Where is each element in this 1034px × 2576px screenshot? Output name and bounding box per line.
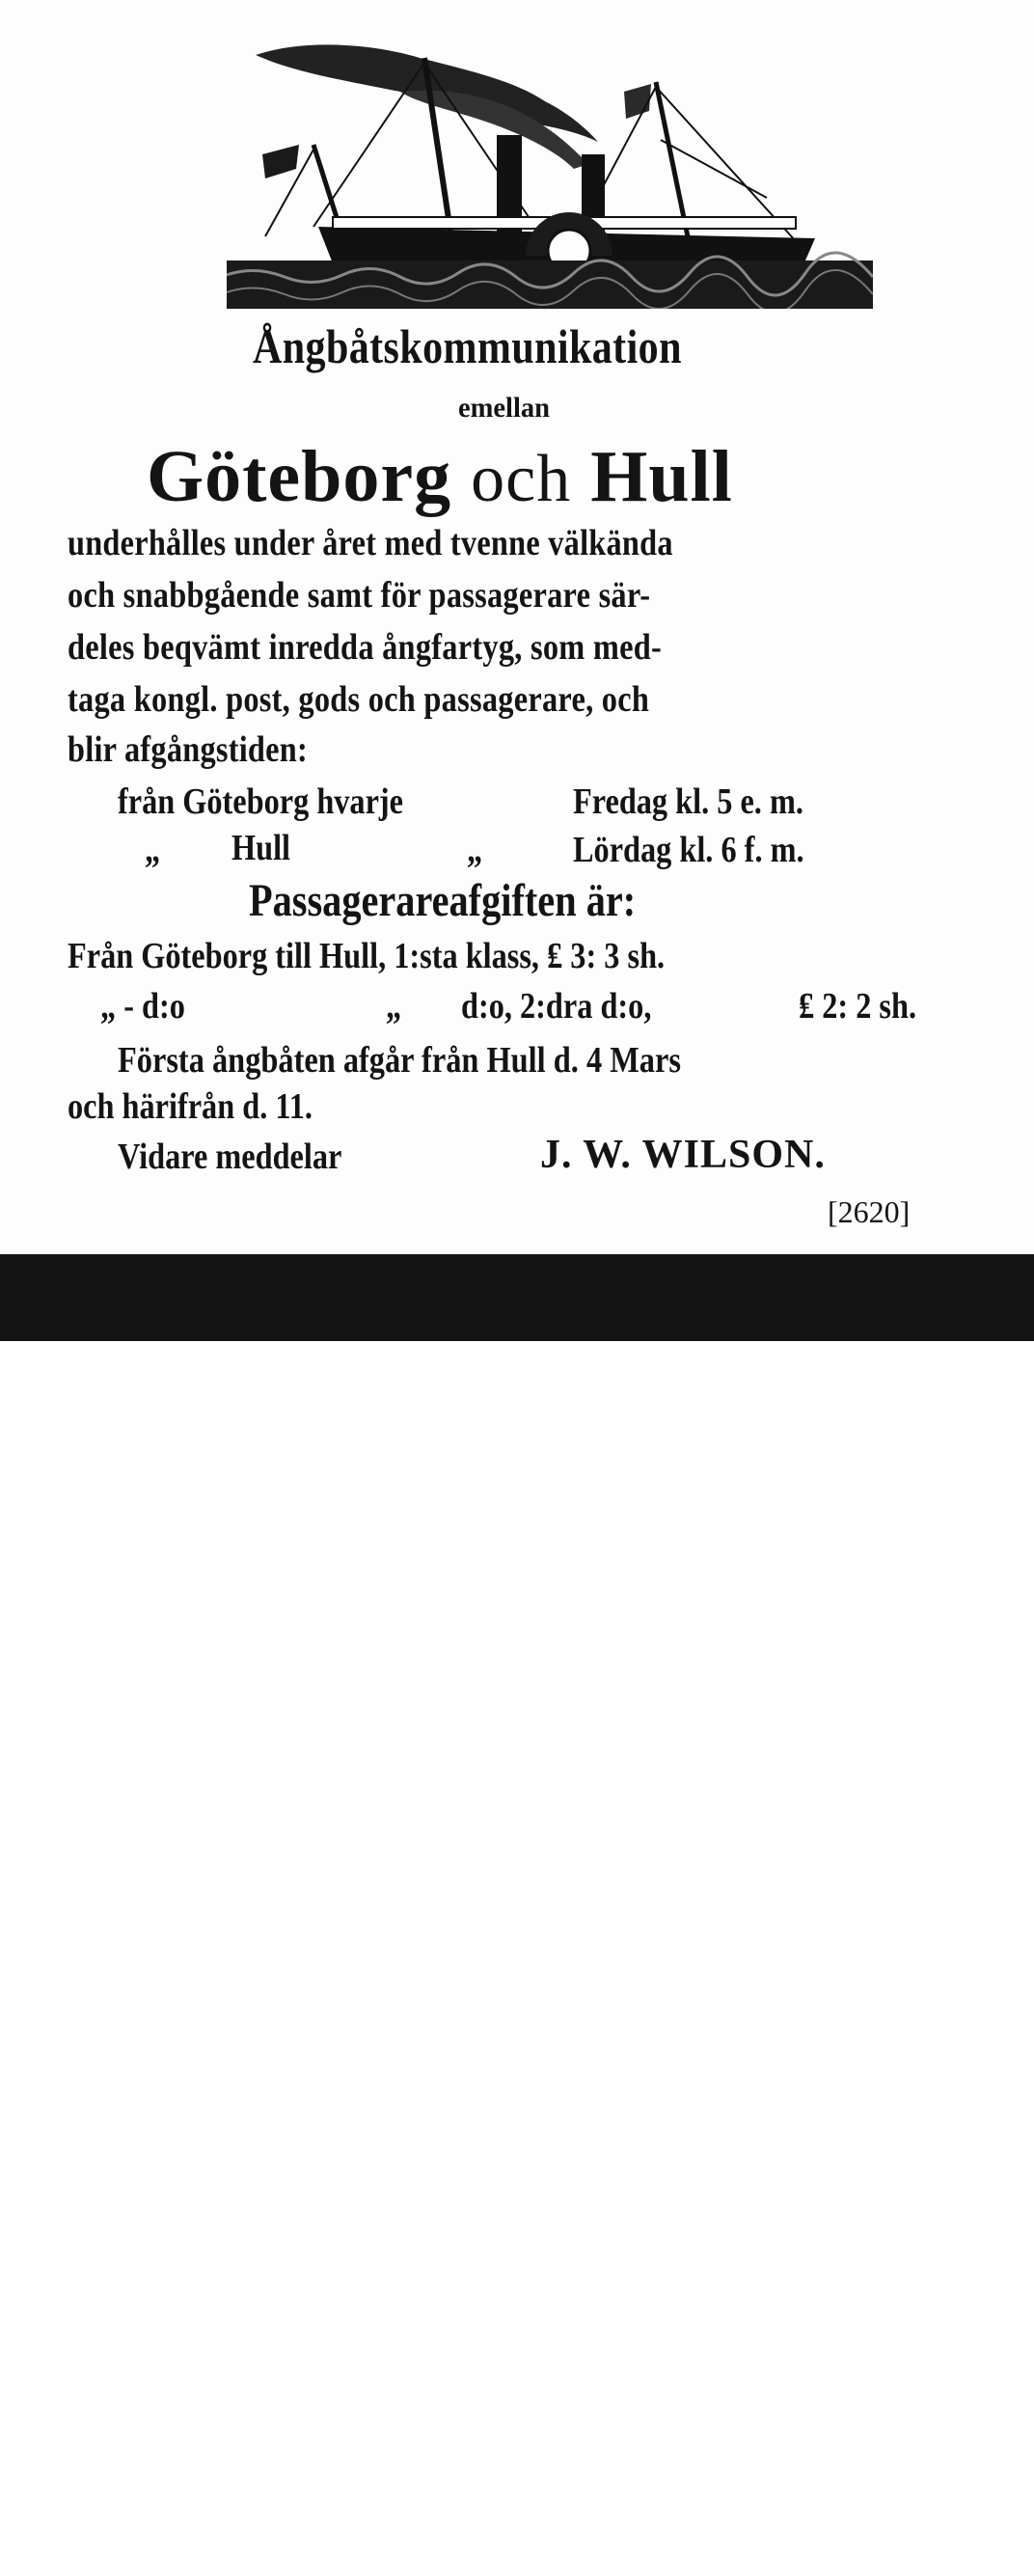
signature-lead: Vidare meddelar <box>118 1137 342 1177</box>
headline-subtitle: emellan <box>458 392 550 424</box>
newspaper-advertisement <box>0 0 1034 1254</box>
departure-origin: Hull <box>231 828 291 868</box>
body-line: och snabbgående samt för passagerare sär- <box>68 575 651 616</box>
steamship-illustration <box>227 34 873 309</box>
watermark-footer <box>0 1254 1034 2574</box>
image-id: Image ID: 2W74N97 <box>612 2528 778 2548</box>
fare-heading: Passagerareafgiften är: <box>249 875 637 926</box>
ditto-mark: „ <box>386 986 402 1027</box>
notice-line: och härifrån d. 11. <box>68 1086 313 1127</box>
fare-ditto-route: „ - d:o <box>100 986 185 1027</box>
body-line: deles beqvämt inredda ångfartyg, som med- <box>68 627 663 668</box>
ditto-mark: „ <box>145 830 161 870</box>
ditto-mark: „ <box>467 830 483 870</box>
ad-number: [2620] <box>828 1194 911 1229</box>
body-line: underhålles under året med tvenne välkända <box>68 523 673 563</box>
route-to: Hull <box>590 436 733 517</box>
route-from: Göteborg <box>147 436 452 517</box>
alamy-logo: alamy <box>54 2527 163 2574</box>
headline-title: Ångbåtskommunikation <box>253 319 682 373</box>
site-url: www.alamy.com <box>612 2553 743 2573</box>
fare-line: Från Göteborg till Hull, 1:sta klass, ₤ 3: 3 sh. <box>68 936 666 976</box>
departure-time: Fredag kl. 5 e. m. <box>573 781 803 822</box>
signature-name: J. W. WILSON. <box>540 1133 826 1177</box>
route-connector: och <box>471 442 572 516</box>
body-line: blir afgångstiden: <box>68 729 308 770</box>
departure-time: Lördag kl. 6 f. m. <box>573 830 804 870</box>
fare-price: ₤ 2: 2 sh. <box>799 986 917 1027</box>
departure-origin: från Göteborg hvarje <box>118 781 404 822</box>
route-heading <box>147 436 733 517</box>
notice-line: Första ångbåten afgår från Hull d. 4 Mars <box>118 1040 681 1081</box>
body-line: taga kongl. post, gods och passagerare, och <box>68 679 650 720</box>
image-credit <box>612 2526 777 2576</box>
fare-class: d:o, 2:dra d:o, <box>461 986 652 1027</box>
